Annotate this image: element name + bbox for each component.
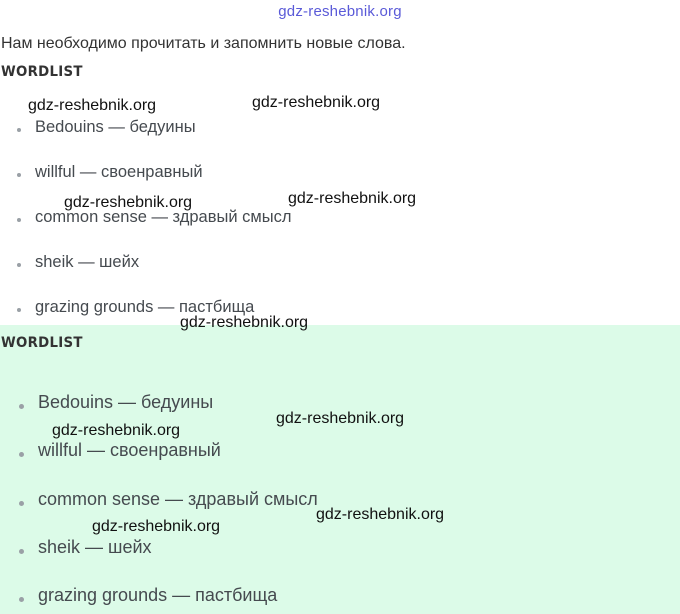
watermark-text: gdz-reshebnik.org — [180, 314, 309, 331]
site-header-link[interactable]: gdz-reshebnik.org — [278, 3, 402, 20]
watermark-text: gdz-reshebnik.org — [64, 194, 193, 211]
word-entry: sheik — шейх — [35, 253, 140, 271]
word-entry: sheik — шейх — [38, 537, 152, 557]
word-entry: willful — своенравный — [38, 440, 221, 460]
bullet-icon — [17, 128, 21, 132]
watermark-text: gdz-reshebnik.org — [252, 94, 381, 111]
intro-text: Нам необходимо прочитать и запомнить новые слова. — [1, 35, 406, 52]
bullet-icon — [17, 263, 21, 267]
bullet-icon — [19, 404, 24, 409]
word-entry: Bedouins — бедуины — [35, 118, 196, 136]
word-entry: grazing grounds — пастбища — [35, 298, 255, 316]
bullet-icon — [17, 173, 21, 177]
bullet-icon — [17, 308, 21, 312]
word-entry: common sense — здравый смысл — [35, 208, 292, 226]
watermark-text: gdz-reshebnik.org — [316, 506, 445, 523]
word-entry: common sense — здравый смысл — [38, 489, 318, 509]
bullet-icon — [19, 501, 24, 506]
watermark-text: gdz-reshebnik.org — [288, 190, 417, 207]
word-entry: grazing grounds — пастбища — [38, 585, 278, 605]
bullet-icon — [19, 549, 24, 554]
bullet-icon — [17, 218, 21, 222]
bullet-icon — [19, 597, 24, 602]
watermark-text: gdz-reshebnik.org — [92, 518, 221, 535]
watermark-text: gdz-reshebnik.org — [52, 422, 181, 439]
word-entry: Bedouins — бедуины — [38, 392, 214, 412]
bullet-icon — [19, 452, 24, 457]
wordlist-heading: WORDLIST — [1, 335, 83, 351]
word-entry: willful — своенравный — [35, 163, 203, 181]
highlighted-wordlist-section — [0, 325, 680, 614]
watermark-text: gdz-reshebnik.org — [28, 97, 157, 114]
watermark-text: gdz-reshebnik.org — [276, 410, 405, 427]
wordlist-heading: WORDLIST — [1, 64, 83, 80]
